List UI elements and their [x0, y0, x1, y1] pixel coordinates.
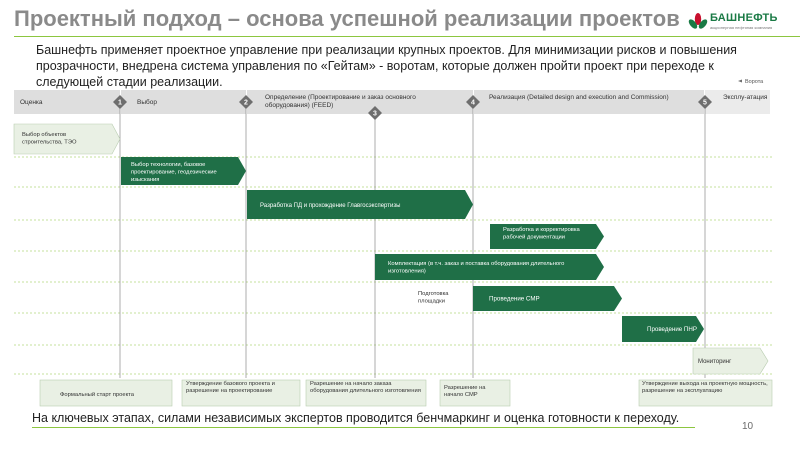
activity-label-8: Проведение ПНР — [647, 326, 697, 333]
slide-title: Проектный подход – основа успешной реализации проектов — [14, 6, 680, 31]
milestone-label-3: Разрешение на начало заказа оборудования длительного изготовления — [310, 381, 421, 394]
activity-label-4: Разработка и корректировка рабочей документации — [503, 227, 580, 241]
milestone-label-4: Разрешение на начало СМР — [444, 385, 486, 398]
logo-name: БАШНЕФТЬ — [710, 12, 778, 24]
milestones — [40, 380, 772, 406]
page-number: 10 — [742, 421, 754, 432]
activity-label-2: Выбор технологии, базовое проектирование, геодезические изыскания — [131, 162, 217, 183]
activity-label-6: Подготовка площадки — [418, 291, 449, 305]
gate-2-number: 2 — [244, 99, 248, 107]
milestone-label-2: Утверждение базового проекта и разрешение на проектирование — [186, 381, 275, 394]
gate-legend — [738, 79, 764, 85]
gate-3-number: 3 — [373, 110, 377, 118]
phase-label-evaluation: Оценка — [20, 99, 43, 106]
gate-4-number: 4 — [471, 99, 475, 107]
phase-label-definition: Определение (Проектирование и заказ основного оборудования) (FEED) — [265, 94, 416, 109]
phase-header — [14, 90, 770, 114]
milestone-label-1: Формальный старт проекта — [60, 392, 134, 398]
activity-label-9: Мониторинг — [698, 359, 732, 365]
footer-note: На ключевых этапах, силами независимых экспертов проводится бенчмаркинг и оценка готовности к переходу. — [32, 411, 680, 425]
phase-label-selection: Выбор — [137, 99, 157, 106]
activity-label-1: Выбор объектов строительства, ТЭО — [22, 132, 77, 146]
gate-1-number: 1 — [118, 99, 122, 107]
gate-5-number: 5 — [703, 99, 707, 107]
activity-label-5: Комплектация (в т.ч. заказ и поставка оборудования длительного изготовления) — [388, 261, 565, 275]
activity-label-3: Разработка ПД и прохождение Главгосэкспертизы — [260, 203, 401, 209]
activity-bars — [14, 124, 768, 374]
gate-legend-label: Ворота — [745, 79, 764, 85]
gate-legend-icon — [738, 80, 742, 83]
phase-label-operation: Эксплу-атация — [723, 94, 768, 101]
logo-subtitle: акционерная нефтяная компания — [710, 25, 773, 30]
activity-label-7: Проведение СМР — [489, 295, 540, 303]
phase-label-execution: Реализация (Detailed design and execution and Commission) — [489, 94, 669, 101]
milestone-label-5: Утверждение выхода на проектную мощность, разрешение на эксплуатацию — [642, 381, 768, 394]
intro-text: Башнефть применяет проектное управление при реализации крупных проектов. Для минимизации рисков и повышения прозрачности, внедрена система управления по «Гейтам» - воротам, которые должен пройти проект при переходе к следующей стадии реализации. — [36, 43, 737, 89]
activity-bar-5 — [375, 254, 604, 280]
footer-rule — [32, 427, 695, 428]
